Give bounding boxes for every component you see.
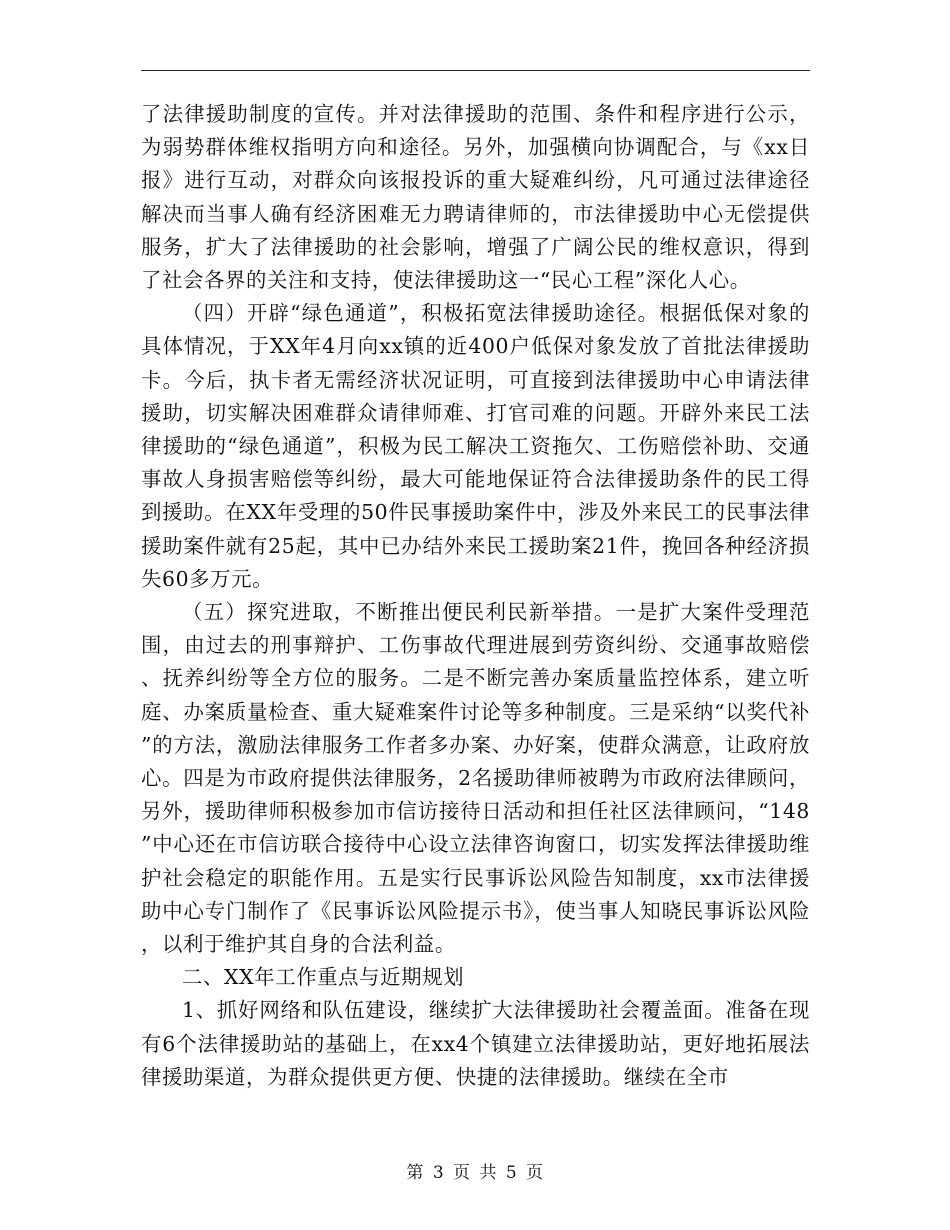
page-number-footer: 第 3 页 共 5 页: [406, 1163, 544, 1183]
paragraph-section-four: （四）开辟“绿色通道”，积极拓宽法律援助途径。根据低保对象的具体情况，于XX年4月向xx镇的近400户低保对象发放了首批法律援助卡。今后，执卡者无需经济状况证明，可直接到法律援助中心申请法律援助，切实解决困难群众请律师难、打官司难的问题。开辟外来民工法律援助的“绿色通道”，积极为民工解决工资拖欠、工伤赔偿补助、交通事故人身损害赔偿等纠纷，最大可能地保证符合法律援助条件的民工得到援助。在XX年受理的50件民事援助案件中，涉及外来民工的民事法律援助案件就有25起，其中已办结外来民工援助案21件，挽回各种经济损失60多万元。: [141, 301, 810, 591]
paragraph-continuation: 了法律援助制度的宣传。并对法律援助的范围、条件和程序进行公示，为弱势群体维权指明方向和途径。另外，加强横向协调配合，与《xx日报》进行互动，对群众向该报投诉的重大疑难纠纷，凡可通过法律途径解决而当事人确有经济困难无力聘请律师的，市法律援助中心无偿提供服务，扩大了法律援助的社会影响，增强了广阔公民的维权意识，得到了社会各界的关注和支持，使法律援助这一“民心工程”深化人心。: [141, 102, 810, 293]
paragraph-section-five: （五）探究进取，不断推出便民利民新举措。一是扩大案件受理范围，由过去的刑事辩护、工伤事故代理进展到劳资纠纷、交通事故赔偿、抚养纠纷等全方位的服务。二是不断完善办案质量监控体系，建立听庭、办案质量检查、重大疑难案件讨论等多种制度。三是采纳“以奖代补”的方法，激励法律服务工作者多办案、办好案，使群众满意，让政府放心。四是为市政府提供法律服务，2名援助律师被聘为市政府法律顾问，另外，援助律师积极参加市信访接待日活动和担任社区法律顾问，“148”中心还在市信访联合接待中心设立法律咨询窗口，切实发挥法律援助维护社会稳定的职能作用。五是实行民事诉讼风险告知制度，xx市法律援助中心专门制作了《民事诉讼风险提示书》，使当事人知晓民事诉讼风险，以利于维护其自身的合法利益。: [141, 600, 810, 957]
section-heading-two: 二、XX年工作重点与近期规划: [182, 965, 465, 990]
document-body: [141, 98, 810, 1094]
header-rule: [141, 70, 810, 71]
paragraph-plan-item-one: 1、抓好网络和队伍建设，继续扩大法律援助社会覆盖面。准备在现有6个法律援助站的基础上，在xx4个镇建立法律援助站，更好地拓展法律援助渠道，为群众提供更方便、快捷的法律援助。继续在全市: [141, 998, 810, 1089]
